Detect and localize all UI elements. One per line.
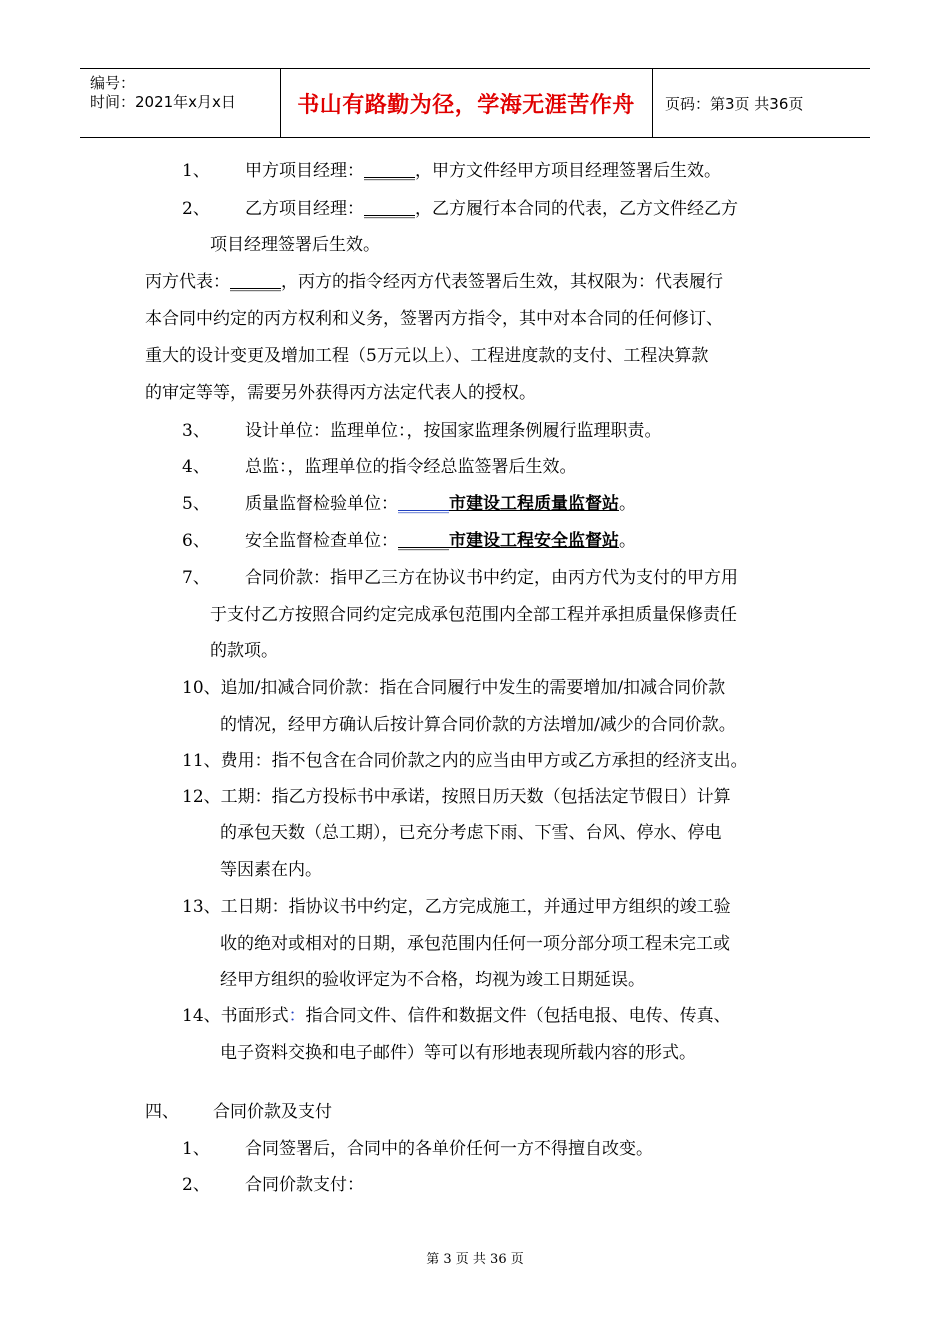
item-14-label: 14、书面形式	[182, 1006, 289, 1026]
blank-field: ______	[364, 161, 415, 181]
item-14-body: 指合同文件、信件和数据文件（包括电报、电传、传真、	[305, 1006, 731, 1026]
item-2-label: 乙方项目经理：	[245, 199, 364, 219]
blank-field: ______	[398, 531, 449, 551]
item-12-line-2: 的承包天数（总工期），已充分考虑下雨、下雪、台风、停水、停电	[220, 823, 722, 843]
section-4-heading: 合同价款及支付	[213, 1102, 332, 1122]
item-5-label: 质量监督检验单位：	[245, 494, 398, 514]
item-6-text	[245, 530, 636, 552]
item-12-line-3: 等因素在内。	[220, 860, 322, 880]
item-6-label: 安全监督检查单位：	[245, 531, 398, 551]
item-10-line-2: 的情况，经甲方确认后按计算合同价款的方法增加/减少的合同价款。	[220, 715, 736, 735]
item-3-text: 设计单位：监理单位：，按国家监理条例履行监理职责。	[245, 421, 662, 441]
item-2-body: ，乙方履行本合同的代表，乙方文件经乙方	[415, 199, 738, 219]
section-4-item-2: 合同价款支付：	[245, 1175, 364, 1195]
item-number: 7、	[182, 568, 210, 588]
item-4-text: 总监：，监理单位的指令经总监签署后生效。	[245, 457, 577, 477]
item-1-text	[245, 160, 721, 182]
item-number: 2、	[182, 1175, 210, 1195]
item-13-line-2: 收的绝对或相对的日期，承包范围内任何一项分部分项工程未完工或	[220, 934, 730, 954]
item-7-line-1: 合同价款：指甲乙三方在协议书中约定，由丙方代为支付的甲方用	[245, 568, 738, 588]
item-10-line-1: 10、追加/扣减合同价款：指在合同履行中发生的需要增加/扣减合同价款	[182, 678, 726, 698]
quality-station-name: 市建设工程质量监督站	[449, 494, 619, 514]
header-meta	[80, 69, 280, 137]
item-14-line-2: 电子资料交换和电子邮件）等可以有形地表现所载内容的形式。	[220, 1043, 696, 1063]
item-7-line-3: 的款项。	[210, 641, 278, 661]
party-c-line-1	[145, 271, 723, 293]
item-number: 1、	[182, 1139, 210, 1159]
blank-field: ______	[230, 272, 281, 292]
item-number: 5、	[182, 494, 210, 514]
party-c-label: 丙方代表：	[145, 272, 230, 292]
item-7-line-2: 于支付乙方按照合同约定完成承包范围内全部工程并承担质量保修责任	[210, 605, 737, 625]
party-c-line-4: 的审定等等，需要另外获得丙方法定代表人的授权。	[145, 383, 536, 403]
item-2-text	[245, 198, 738, 220]
page-footer: 第 3 页 共 36 页	[426, 1252, 524, 1267]
party-c-line-3: 重大的设计变更及增加工程（5万元以上）、工程进度款的支付、工程决算款	[145, 346, 709, 366]
section-4-item-1: 合同签署后，合同中的各单价任何一方不得擅自改变。	[245, 1139, 653, 1159]
date-label: 时间：2021年x月x日	[90, 93, 236, 111]
number-label: 编号：	[90, 74, 136, 92]
item-number: 6、	[182, 531, 210, 551]
blank-field: ______	[398, 494, 449, 514]
party-c-line-2: 本合同中约定的丙方权利和义务，签署丙方指令，其中对本合同的任何修订、	[145, 309, 723, 329]
item-11-text: 11、费用：指不包含在合同价款之内的应当由甲方或乙方承担的经济支出。	[182, 751, 748, 771]
punctuation: 。	[619, 494, 636, 514]
punctuation: 。	[619, 531, 636, 551]
party-c-body: ，丙方的指令经丙方代表签署后生效，其权限为：代表履行	[281, 272, 723, 292]
item-14-line-1	[182, 1005, 731, 1027]
item-number: 4、	[182, 457, 210, 477]
page-header	[80, 68, 870, 138]
punctuation: ：	[288, 1006, 306, 1026]
blank-field: ______	[364, 199, 415, 219]
item-13-line-1: 13、工日期：指协议书中约定，乙方完成施工，并通过甲方组织的竣工验	[182, 897, 731, 917]
header-divider	[652, 69, 653, 137]
safety-station-name: 市建设工程安全监督站	[449, 531, 619, 551]
item-13-line-3: 经甲方组织的验收评定为不合格，均视为竣工日期延误。	[220, 970, 645, 990]
item-2-cont: 项目经理签署后生效。	[210, 235, 380, 255]
item-1-body: ，甲方文件经甲方项目经理签署后生效。	[415, 161, 721, 181]
item-number: 1、	[182, 161, 210, 181]
header-page-label: 页码：第3页 共36页	[665, 94, 804, 113]
section-number: 四、	[145, 1102, 179, 1122]
item-5-text	[245, 493, 636, 515]
item-number: 2、	[182, 199, 210, 219]
header-motto: 书山有路勤为径，学海无涯苦作舟	[297, 92, 635, 118]
item-12-line-1: 12、工期：指乙方投标书中承诺，按照日历天数（包括法定节假日）计算	[182, 787, 731, 807]
item-number: 3、	[182, 421, 210, 441]
item-1-label: 甲方项目经理：	[245, 161, 364, 181]
